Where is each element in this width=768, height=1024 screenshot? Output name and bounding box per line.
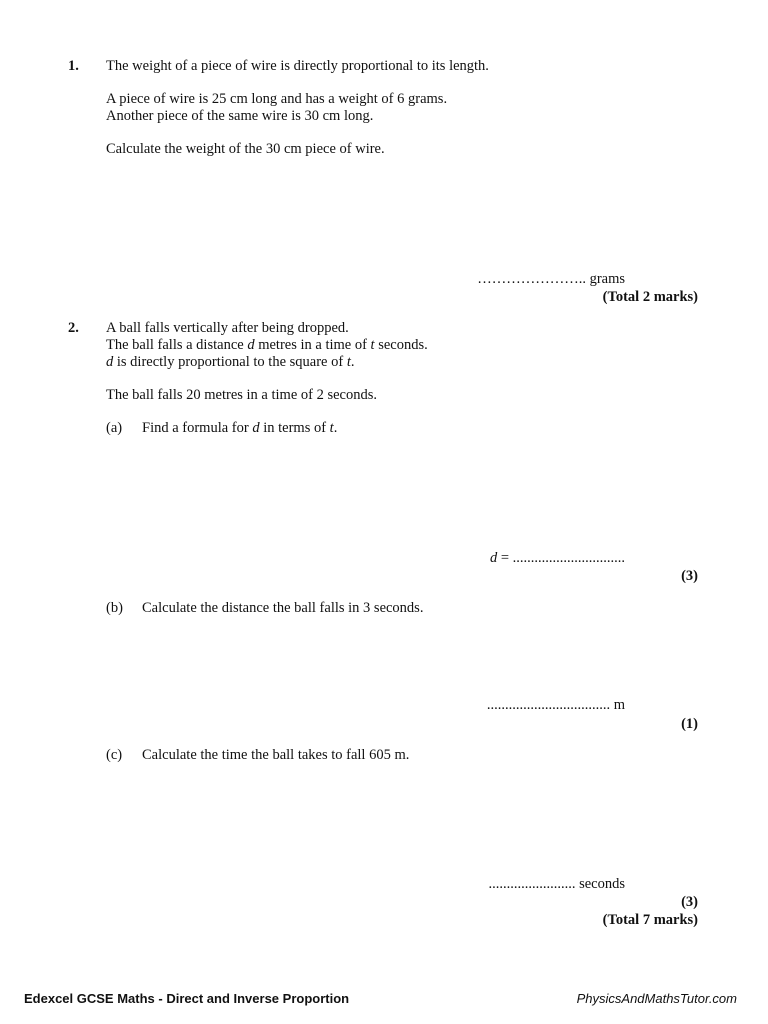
question-2-number: 2.: [68, 320, 79, 336]
part-b-answer-line: .................................. m: [486, 697, 625, 713]
question-1-number: 1.: [68, 58, 79, 74]
part-a-label: (a): [106, 420, 123, 436]
question-1-answer-line: ………………….. grams: [477, 271, 625, 287]
part-c-label: (c): [106, 747, 123, 763]
part-b-label: (b): [106, 600, 123, 616]
question-1-line-4: Calculate the weight of the 30 cm piece of wire.: [106, 141, 385, 157]
part-b-question: Calculate the distance the ball falls in 3 seconds.: [142, 600, 424, 616]
part-b-marks: (1): [681, 716, 698, 732]
part-c-marks: (3): [681, 894, 698, 910]
question-2-total-marks: (Total 7 marks): [602, 912, 698, 928]
part-a-marks: (3): [681, 568, 698, 584]
part-a-question: Find a formula for d in terms of t.: [142, 420, 338, 436]
question-2-intro-2: The ball falls a distance d metres in a time of t seconds.: [106, 337, 428, 353]
part-c-answer-line: ........................ seconds: [488, 876, 625, 892]
question-2-intro-1: A ball falls vertically after being dropped.: [106, 320, 349, 336]
footer-site: PhysicsAndMathsTutor.com: [576, 991, 737, 1006]
part-a-answer-line: d = ...............................: [489, 550, 625, 566]
question-1-line-1: The weight of a piece of wire is directly proportional to its length.: [106, 58, 489, 74]
question-2-intro-3: d is directly proportional to the square of t.: [106, 354, 355, 370]
footer-title: Edexcel GCSE Maths - Direct and Inverse Proportion: [24, 991, 350, 1006]
question-2-intro-4: The ball falls 20 metres in a time of 2 seconds.: [106, 387, 377, 403]
question-1-line-3: Another piece of the same wire is 30 cm long.: [106, 108, 374, 124]
question-1-line-2: A piece of wire is 25 cm long and has a weight of 6 grams.: [106, 91, 448, 107]
part-c-question: Calculate the time the ball takes to fall 605 m.: [142, 747, 410, 763]
question-1-total-marks: (Total 2 marks): [602, 289, 698, 305]
